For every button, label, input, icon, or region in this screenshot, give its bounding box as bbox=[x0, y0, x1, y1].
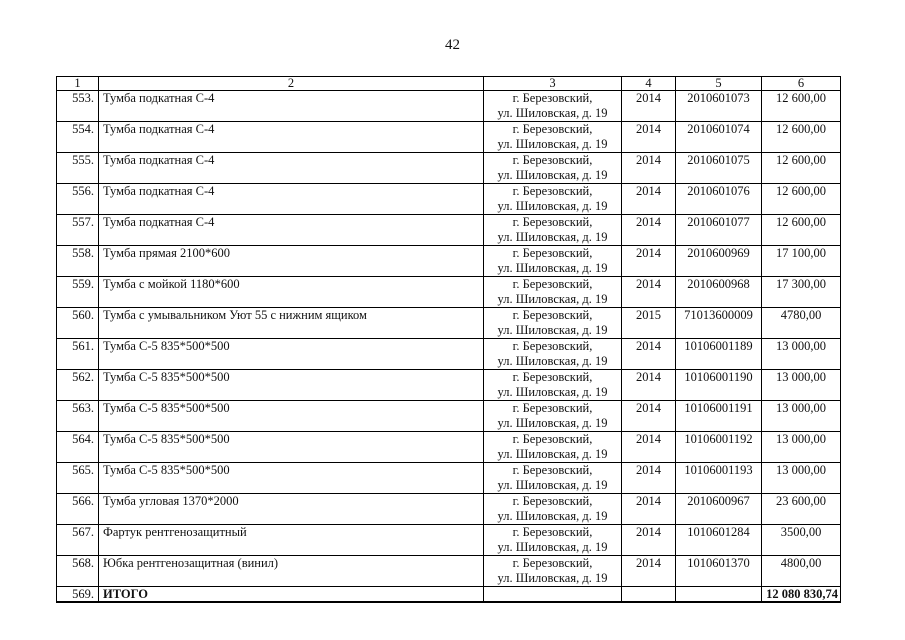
table-row bbox=[57, 308, 841, 339]
total-empty-code bbox=[676, 587, 762, 603]
address-street: ул. Шиловская, д. 19 bbox=[497, 540, 608, 554]
table-row bbox=[57, 339, 841, 370]
item-address bbox=[484, 494, 622, 525]
inventory-code: 1010601284 bbox=[676, 525, 762, 556]
item-name: Тумба подкатная С-4 bbox=[99, 153, 484, 184]
item-address bbox=[484, 184, 622, 215]
item-name: Тумба С-5 835*500*500 bbox=[99, 463, 484, 494]
item-name: Тумба подкатная С-4 bbox=[99, 184, 484, 215]
table-row bbox=[57, 463, 841, 494]
address-city: г. Березовский, bbox=[512, 246, 593, 260]
address-street: ул. Шиловская, д. 19 bbox=[497, 261, 608, 275]
item-name: Тумба С-5 835*500*500 bbox=[99, 339, 484, 370]
address-city: г. Березовский, bbox=[512, 525, 593, 539]
address-street: ул. Шиловская, д. 19 bbox=[497, 447, 608, 461]
inventory-code: 10106001189 bbox=[676, 339, 762, 370]
address-city: г. Березовский, bbox=[512, 494, 593, 508]
address-street: ул. Шиловская, д. 19 bbox=[497, 137, 608, 151]
row-number: 566. bbox=[57, 494, 99, 525]
page-number: 42 bbox=[445, 37, 460, 53]
item-year: 2014 bbox=[622, 525, 676, 556]
item-name: Тумба с мойкой 1180*600 bbox=[99, 277, 484, 308]
table-row bbox=[57, 215, 841, 246]
item-address bbox=[484, 401, 622, 432]
table-row bbox=[57, 91, 841, 122]
item-price: 12 600,00 bbox=[762, 184, 841, 215]
address-street: ул. Шиловская, д. 19 bbox=[497, 478, 608, 492]
row-number: 554. bbox=[57, 122, 99, 153]
address-street: ул. Шиловская, д. 19 bbox=[497, 106, 608, 120]
item-name: Тумба прямая 2100*600 bbox=[99, 246, 484, 277]
address-city: г. Березовский, bbox=[512, 556, 593, 570]
address-street: ул. Шиловская, д. 19 bbox=[497, 385, 608, 399]
item-price: 13 000,00 bbox=[762, 370, 841, 401]
inventory-code: 2010601075 bbox=[676, 153, 762, 184]
address-city: г. Березовский, bbox=[512, 91, 593, 105]
item-name: Тумба С-5 835*500*500 bbox=[99, 432, 484, 463]
table-body bbox=[57, 91, 841, 603]
item-year: 2014 bbox=[622, 277, 676, 308]
item-address bbox=[484, 308, 622, 339]
item-year: 2014 bbox=[622, 463, 676, 494]
row-number: 568. bbox=[57, 556, 99, 587]
row-number: 560. bbox=[57, 308, 99, 339]
item-address bbox=[484, 432, 622, 463]
address-city: г. Березовский, bbox=[512, 401, 593, 415]
inventory-code: 71013600009 bbox=[676, 308, 762, 339]
column-header-6: 6 bbox=[762, 77, 841, 91]
address-city: г. Березовский, bbox=[512, 153, 593, 167]
address-city: г. Березовский, bbox=[512, 339, 593, 353]
item-address bbox=[484, 246, 622, 277]
column-header-3: 3 bbox=[484, 77, 622, 91]
item-name: Тумба С-5 835*500*500 bbox=[99, 401, 484, 432]
table-row bbox=[57, 401, 841, 432]
item-price: 4780,00 bbox=[762, 308, 841, 339]
table-row bbox=[57, 246, 841, 277]
item-address bbox=[484, 463, 622, 494]
item-price: 3500,00 bbox=[762, 525, 841, 556]
item-address bbox=[484, 277, 622, 308]
item-price: 4800,00 bbox=[762, 556, 841, 587]
item-name: Тумба подкатная С-4 bbox=[99, 215, 484, 246]
inventory-code: 2010601076 bbox=[676, 184, 762, 215]
address-street: ул. Шиловская, д. 19 bbox=[497, 571, 608, 585]
address-city: г. Березовский, bbox=[512, 432, 593, 446]
inventory-code: 2010601077 bbox=[676, 215, 762, 246]
item-address bbox=[484, 122, 622, 153]
address-city: г. Березовский, bbox=[512, 370, 593, 384]
inventory-code: 1010601370 bbox=[676, 556, 762, 587]
total-amount: 12 080 830,74 bbox=[762, 587, 841, 603]
inventory-code: 2010600967 bbox=[676, 494, 762, 525]
table-row bbox=[57, 556, 841, 587]
item-price: 17 100,00 bbox=[762, 246, 841, 277]
inventory-code: 2010601073 bbox=[676, 91, 762, 122]
inventory-code: 10106001190 bbox=[676, 370, 762, 401]
item-price: 23 600,00 bbox=[762, 494, 841, 525]
item-address bbox=[484, 525, 622, 556]
total-label: ИТОГО bbox=[99, 587, 484, 603]
total-empty-year bbox=[622, 587, 676, 603]
row-number: 564. bbox=[57, 432, 99, 463]
total-row bbox=[57, 587, 841, 603]
item-price: 13 000,00 bbox=[762, 432, 841, 463]
address-street: ул. Шиловская, д. 19 bbox=[497, 168, 608, 182]
table-row bbox=[57, 494, 841, 525]
item-address bbox=[484, 153, 622, 184]
item-address bbox=[484, 91, 622, 122]
item-year: 2014 bbox=[622, 494, 676, 525]
item-name: Тумба С-5 835*500*500 bbox=[99, 370, 484, 401]
item-address bbox=[484, 556, 622, 587]
address-street: ул. Шиловская, д. 19 bbox=[497, 292, 608, 306]
address-street: ул. Шиловская, д. 19 bbox=[497, 416, 608, 430]
total-number: 569. bbox=[57, 587, 99, 603]
row-number: 565. bbox=[57, 463, 99, 494]
total-empty-address bbox=[484, 587, 622, 603]
table-row bbox=[57, 277, 841, 308]
item-name: Тумба подкатная С-4 bbox=[99, 91, 484, 122]
column-header-2: 2 bbox=[99, 77, 484, 91]
item-year: 2014 bbox=[622, 215, 676, 246]
inventory-code: 2010601074 bbox=[676, 122, 762, 153]
inventory-code: 10106001193 bbox=[676, 463, 762, 494]
row-number: 562. bbox=[57, 370, 99, 401]
item-price: 13 000,00 bbox=[762, 463, 841, 494]
item-address bbox=[484, 370, 622, 401]
address-city: г. Березовский, bbox=[512, 277, 593, 291]
row-number: 556. bbox=[57, 184, 99, 215]
table-row bbox=[57, 432, 841, 463]
item-year: 2014 bbox=[622, 339, 676, 370]
inventory-code: 10106001191 bbox=[676, 401, 762, 432]
table-row bbox=[57, 153, 841, 184]
item-year: 2014 bbox=[622, 246, 676, 277]
column-header-5: 5 bbox=[676, 77, 762, 91]
address-city: г. Березовский, bbox=[512, 122, 593, 136]
address-street: ул. Шиловская, д. 19 bbox=[497, 199, 608, 213]
row-number: 558. bbox=[57, 246, 99, 277]
row-number: 563. bbox=[57, 401, 99, 432]
row-number: 567. bbox=[57, 525, 99, 556]
address-city: г. Березовский, bbox=[512, 308, 593, 322]
item-year: 2014 bbox=[622, 122, 676, 153]
table-row bbox=[57, 370, 841, 401]
item-year: 2014 bbox=[622, 91, 676, 122]
item-year: 2014 bbox=[622, 184, 676, 215]
item-year: 2014 bbox=[622, 370, 676, 401]
item-year: 2014 bbox=[622, 432, 676, 463]
item-name: Тумба подкатная С-4 bbox=[99, 122, 484, 153]
item-price: 12 600,00 bbox=[762, 122, 841, 153]
item-year: 2014 bbox=[622, 153, 676, 184]
item-name: Фартук рентгенозащитный bbox=[99, 525, 484, 556]
item-year: 2014 bbox=[622, 556, 676, 587]
row-number: 561. bbox=[57, 339, 99, 370]
row-number: 553. bbox=[57, 91, 99, 122]
item-name: Тумба с умывальником Уют 55 с нижним ящиком bbox=[99, 308, 484, 339]
row-number: 557. bbox=[57, 215, 99, 246]
table-row bbox=[57, 122, 841, 153]
address-street: ул. Шиловская, д. 19 bbox=[497, 509, 608, 523]
address-street: ул. Шиловская, д. 19 bbox=[497, 354, 608, 368]
inventory-table bbox=[56, 76, 841, 603]
address-street: ул. Шиловская, д. 19 bbox=[497, 230, 608, 244]
table-row bbox=[57, 525, 841, 556]
inventory-code: 2010600969 bbox=[676, 246, 762, 277]
table-row bbox=[57, 184, 841, 215]
row-number: 559. bbox=[57, 277, 99, 308]
row-number: 555. bbox=[57, 153, 99, 184]
inventory-code: 2010600968 bbox=[676, 277, 762, 308]
item-price: 17 300,00 bbox=[762, 277, 841, 308]
item-price: 12 600,00 bbox=[762, 215, 841, 246]
item-price: 13 000,00 bbox=[762, 339, 841, 370]
address-city: г. Березовский, bbox=[512, 184, 593, 198]
item-address bbox=[484, 215, 622, 246]
item-price: 12 600,00 bbox=[762, 91, 841, 122]
address-street: ул. Шиловская, д. 19 bbox=[497, 323, 608, 337]
column-header-1: 1 bbox=[57, 77, 99, 91]
item-price: 12 600,00 bbox=[762, 153, 841, 184]
item-address bbox=[484, 339, 622, 370]
item-name: Юбка рентгенозащитная (винил) bbox=[99, 556, 484, 587]
address-city: г. Березовский, bbox=[512, 215, 593, 229]
column-number-row bbox=[57, 77, 841, 91]
item-year: 2015 bbox=[622, 308, 676, 339]
address-city: г. Березовский, bbox=[512, 463, 593, 477]
column-header-4: 4 bbox=[622, 77, 676, 91]
inventory-code: 10106001192 bbox=[676, 432, 762, 463]
item-price: 13 000,00 bbox=[762, 401, 841, 432]
item-year: 2014 bbox=[622, 401, 676, 432]
item-name: Тумба угловая 1370*2000 bbox=[99, 494, 484, 525]
